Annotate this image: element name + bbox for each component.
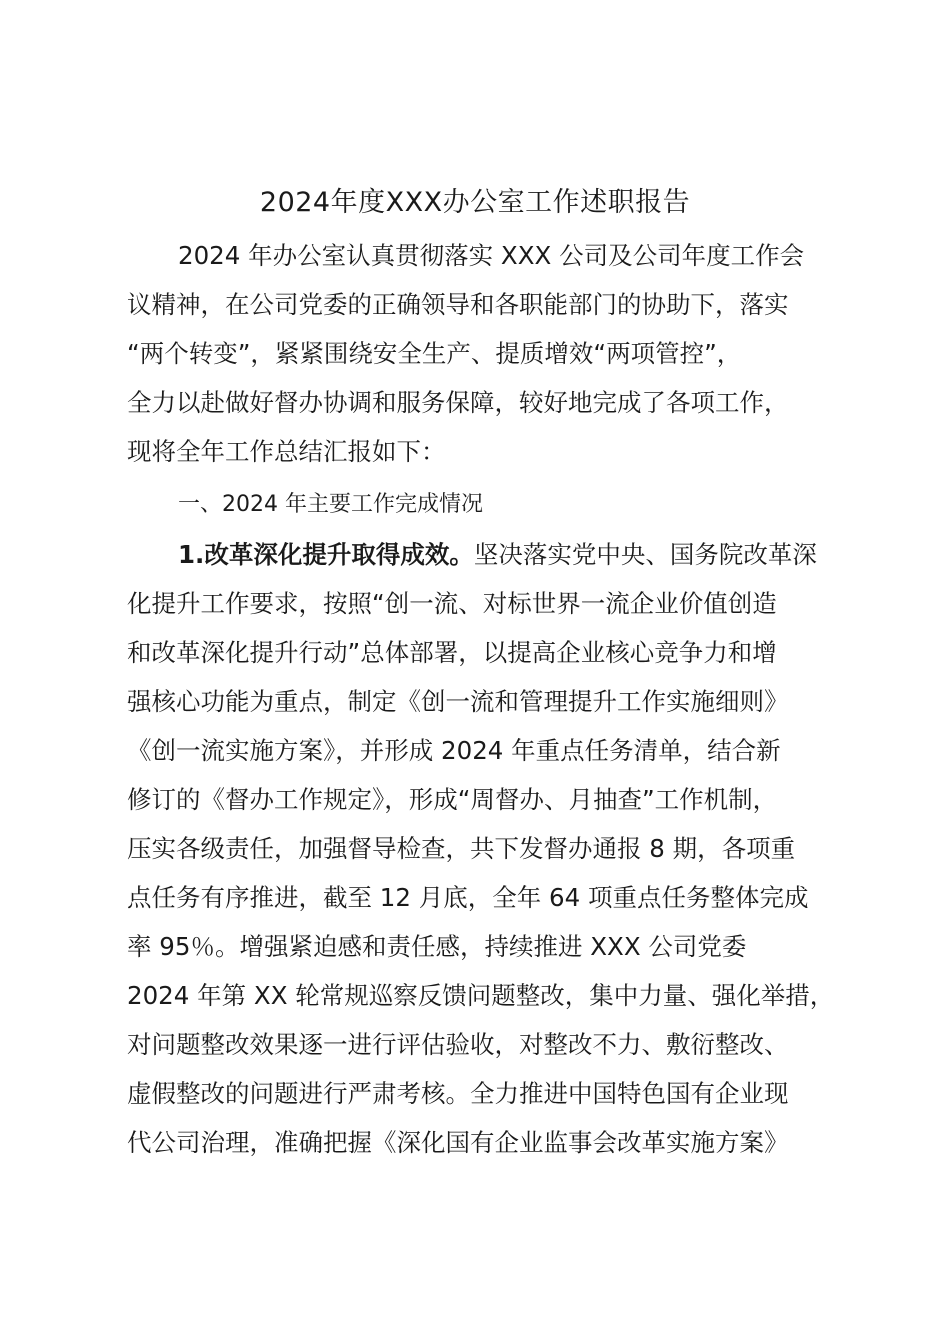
intro-line: 现将全年工作总结汇报如下： [127,437,446,466]
section-heading: 一、2024 年主要工作完成情况 [178,492,483,517]
body-line: 对问题整改效果逐一进行评估验收，对整改不力、敷衍整改、 [127,1030,789,1059]
subsection-first-line-text: 坚决落实党中央、国务院改革深 [473,540,817,569]
body-line: 代公司治理，准确把握《深化国有企业监事会改革实施方案》 [127,1128,789,1157]
intro-line: “两个转变”，紧紧围绕安全生产、提质增效“两项管控”， [127,339,742,368]
body-line: 压实各级责任，加强督导检查，共下发督办通报 8 期，各项重 [127,834,796,863]
body-line: 修订的《督办工作规定》，形成“周督办、月抽查”工作机制， [127,785,778,814]
intro-line: 议精神，在公司党委的正确领导和各职能部门的协助下，落实 [127,290,789,319]
intro-line: 全力以赴做好督办协调和服务保障，较好地完成了各项工作， [127,388,789,417]
body-line: 点任务有序推进，截至 12 月底，全年 64 项重点任务整体完成 [127,883,809,912]
intro-line: 2024 年办公室认真贯彻落实 XXX 公司及公司年度工作会 [178,241,805,270]
body-line: 强核心功能为重点，制定《创一流和管理提升工作实施细则》 [127,687,789,716]
document-title: 2024年度XXX办公室工作述职报告 [259,187,691,218]
body-line: 率 95％。增强紧迫感和责任感，持续推进 XXX 公司党委 [127,932,747,961]
body-line: 《创一流实施方案》，并形成 2024 年重点任务清单，结合新 [127,736,781,765]
body-line: 2024 年第 XX 轮常规巡察反馈问题整改，集中力量、强化举措， [127,981,835,1010]
body-line: 和改革深化提升行动”总体部署，以提高企业核心竞争力和增 [127,638,777,667]
subsection-label: 1.改革深化提升取得成效。 [178,540,474,569]
subsection-first-line [178,537,817,573]
body-line: 化提升工作要求，按照“创一流、对标世界一流企业价值创造 [127,589,777,618]
body-line: 虚假整改的问题进行严肃考核。全力推进中国特色国有企业现 [127,1079,789,1108]
